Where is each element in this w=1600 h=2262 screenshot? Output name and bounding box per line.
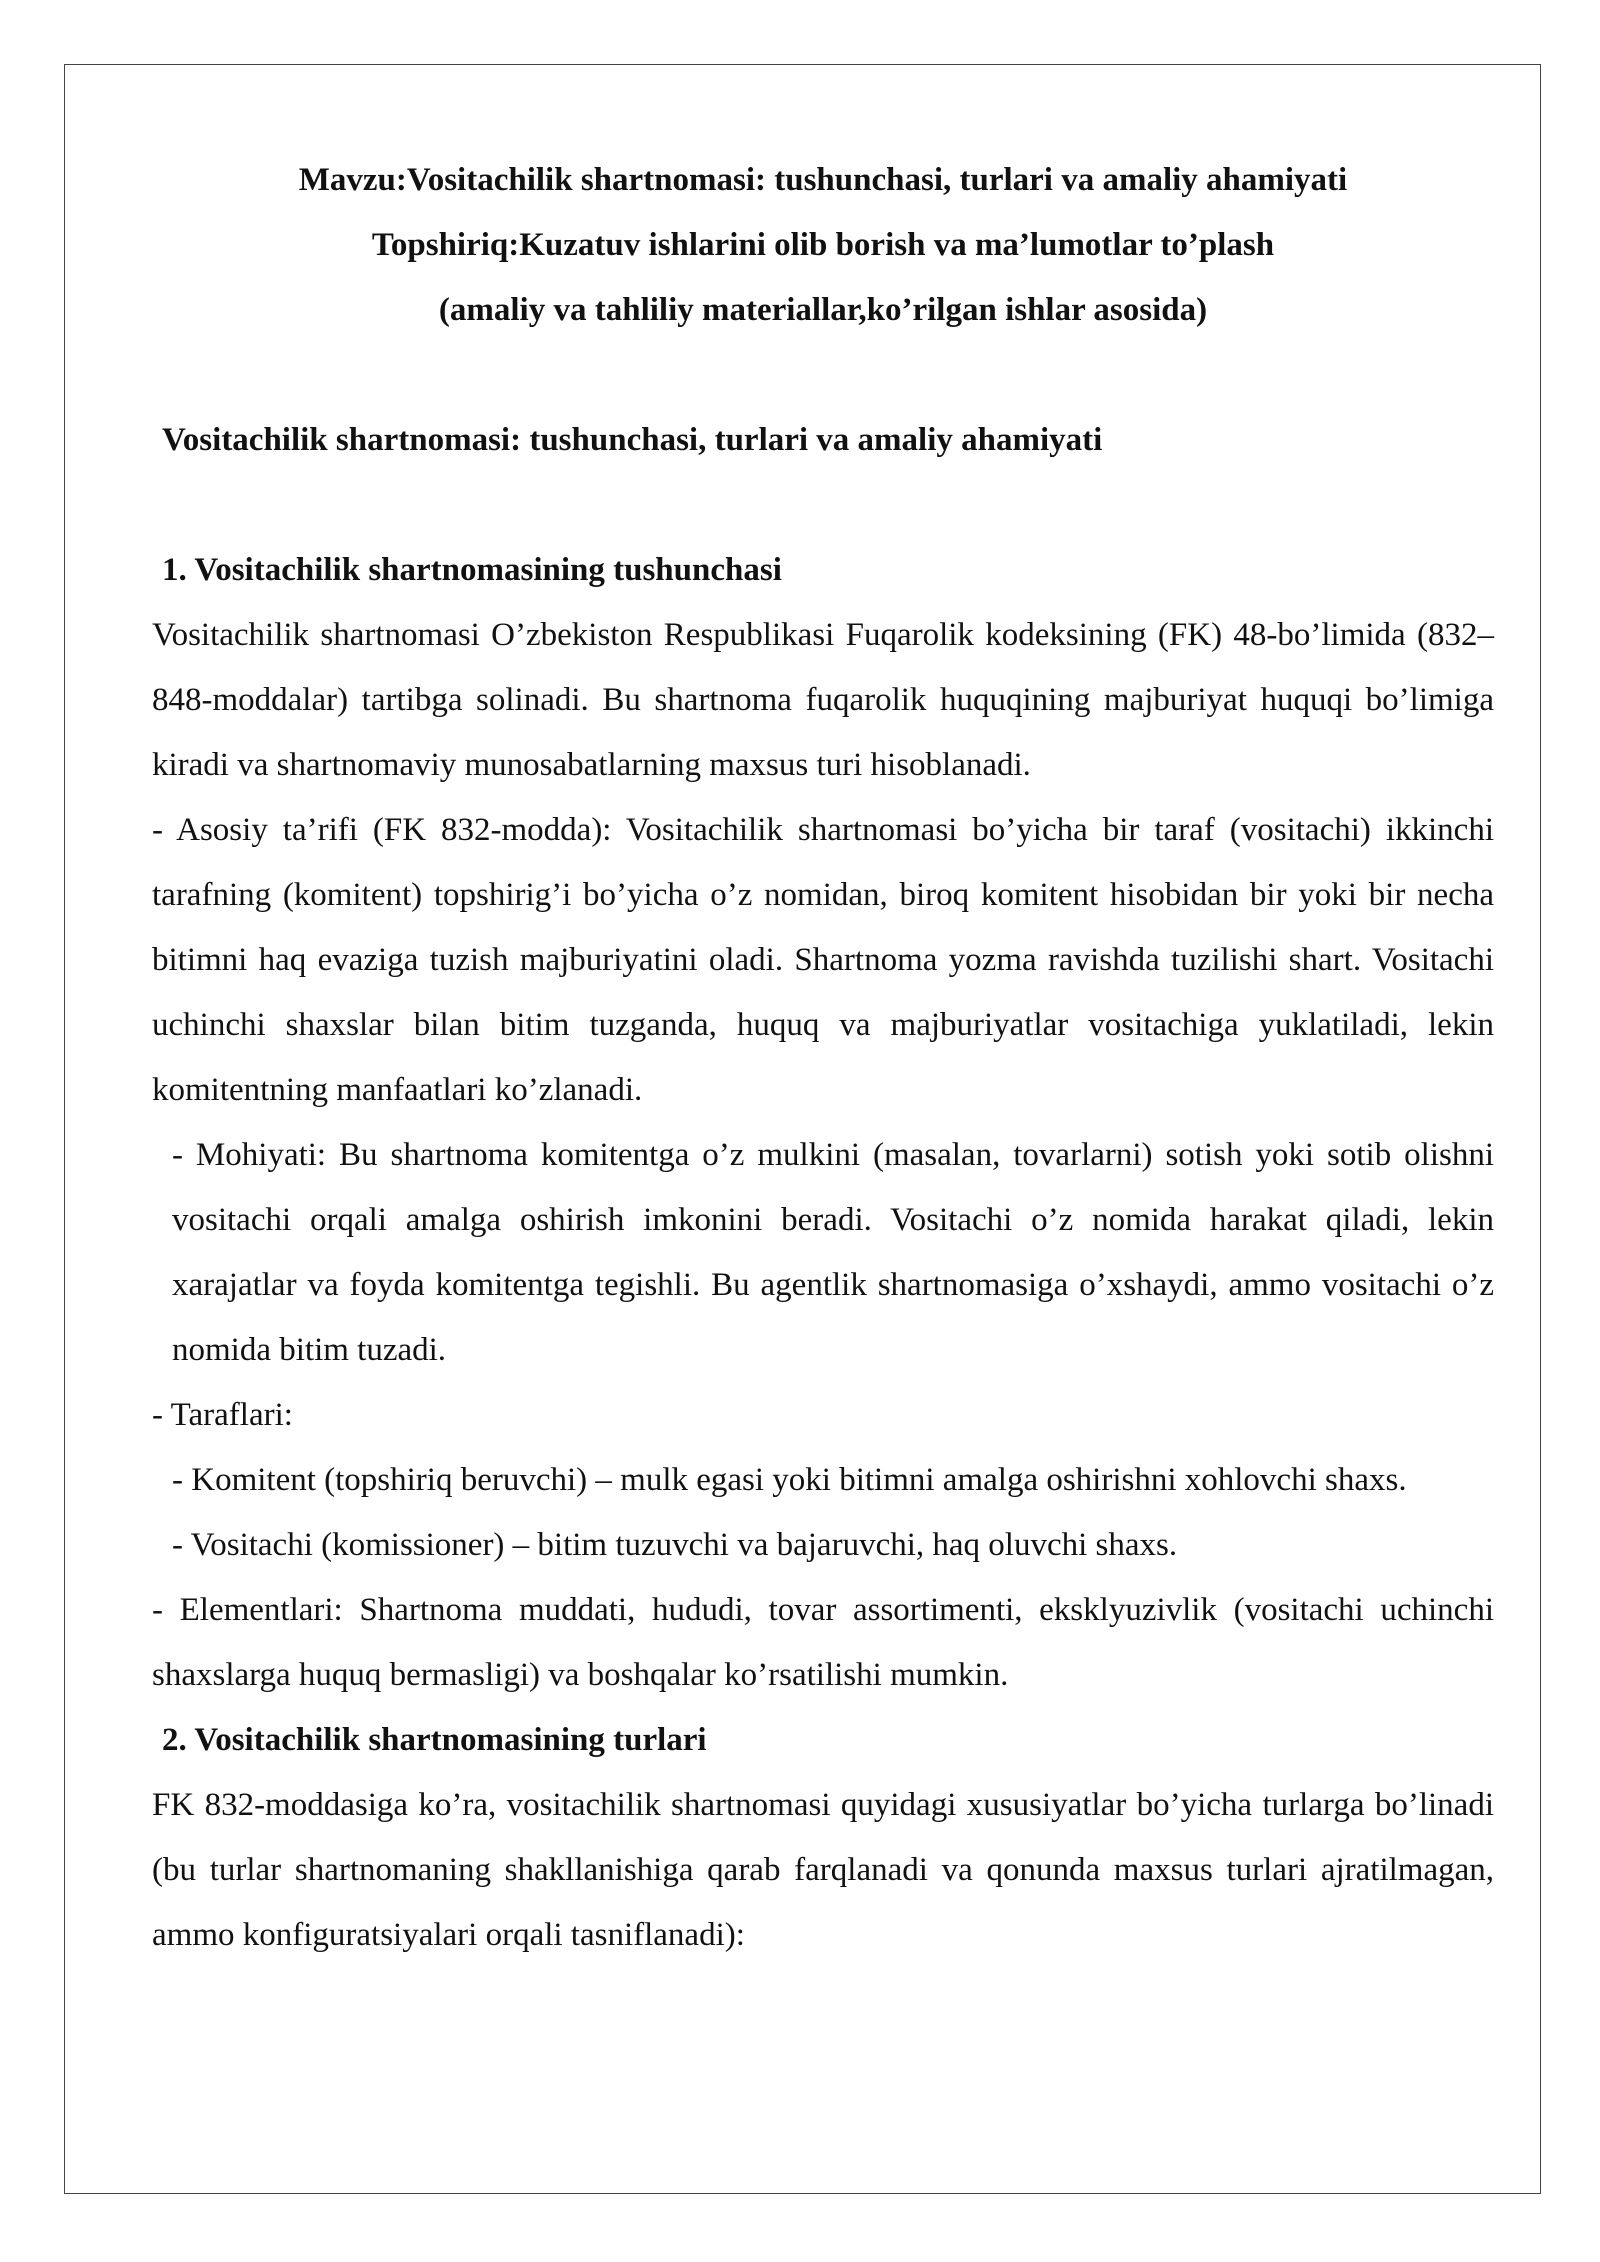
paragraph: FK 832-moddasiga ko’ra, vositachilik shartnomasi quyidagi xususiyatlar bo’yicha turlarga bo’linadi (bu turlar shartnomaning shakllanishiga qarab farqlanadi va qonunda maxsus turlari ajratilmagan, ammo konfiguratsiyalari orqali tasniflanadi): <box>152 1787 1494 1953</box>
task-note-line: (amaliy va tahliliy materiallar,ko’rilgan ishlar asosida) <box>438 292 1208 328</box>
section-heading-1: 1. Vositachilik shartnomasining tushunchasi <box>162 552 782 588</box>
paragraph: - Vositachi (komissioner) – bitim tuzuvchi va bajaruvchi, haq oluvchi shaxs. <box>172 1527 1178 1563</box>
document-header <box>152 148 1494 343</box>
topic-line: Mavzu:Vositachilik shartnomasi: tushunchasi, turlari va amaliy ahamiyati <box>298 162 1348 198</box>
paragraph: - Komitent (topshiriq beruvchi) – mulk egasi yoki bitimni amalga oshirishni xohlovchi shaxs. <box>172 1462 1407 1498</box>
paragraph: Vositachilik shartnomasi O’zbekiston Respublikasi Fuqarolik kodeksining (FK) 48-bo’limida (832–848-moddalar) tartibga solinadi. Bu shartnoma fuqarolik huquqining majburiyat huquqi bo’limiga kiradi va shartnomaviy munosabatlarning maxsus turi hisoblanadi. <box>152 617 1494 783</box>
section-heading-2: 2. Vositachilik shartnomasining turlari <box>162 1722 707 1758</box>
paragraph: - Taraflari: <box>152 1397 293 1433</box>
paragraph: - Mohiyati: Bu shartnoma komitentga o’z mulkini (masalan, tovarlarni) sotish yoki sotib olishni vositachi orqali amalga oshirish imkonini beradi. Vositachi o’z nomida harakat qiladi, lekin xarajatlar va foyda komitentga tegishli. Bu agentlik shartnomasiga o’xshaydi, ammo vositachi o’z nomida bitim tuzadi. <box>172 1137 1494 1368</box>
document-title: Vositachilik shartnomasi: tushunchasi, turlari va amaliy ahamiyati <box>162 422 1103 458</box>
paragraph: - Elementlari: Shartnoma muddati, hududi, tovar assortimenti, eksklyuzivlik (vositachi uchinchi shaxslarga huquq bermasligi) va boshqalar ko’rsatilishi mumkin. <box>152 1592 1494 1693</box>
document-body <box>152 148 1494 1968</box>
task-line: Topshiriq:Kuzatuv ishlarini olib borish va ma’lumotlar to’plash <box>371 227 1275 263</box>
paragraph: - Asosiy ta’rifi (FK 832-modda): Vositachilik shartnomasi bo’yicha bir taraf (vositachi) ikkinchi tarafning (komitent) topshirig’i bo’yicha o’z nomidan, biroq komitent hisobidan bir yoki bir necha bitimni haq evaziga tuzish majburiyatini oladi. Shartnoma yozma ravishda tuzilishi shart. Vositachi uchinchi shaxslar bilan bitim tuzganda, huquq va majburiyatlar vositachiga yuklatiladi, lekin komitentning manfaatlari ko’zlanadi. <box>152 812 1494 1108</box>
